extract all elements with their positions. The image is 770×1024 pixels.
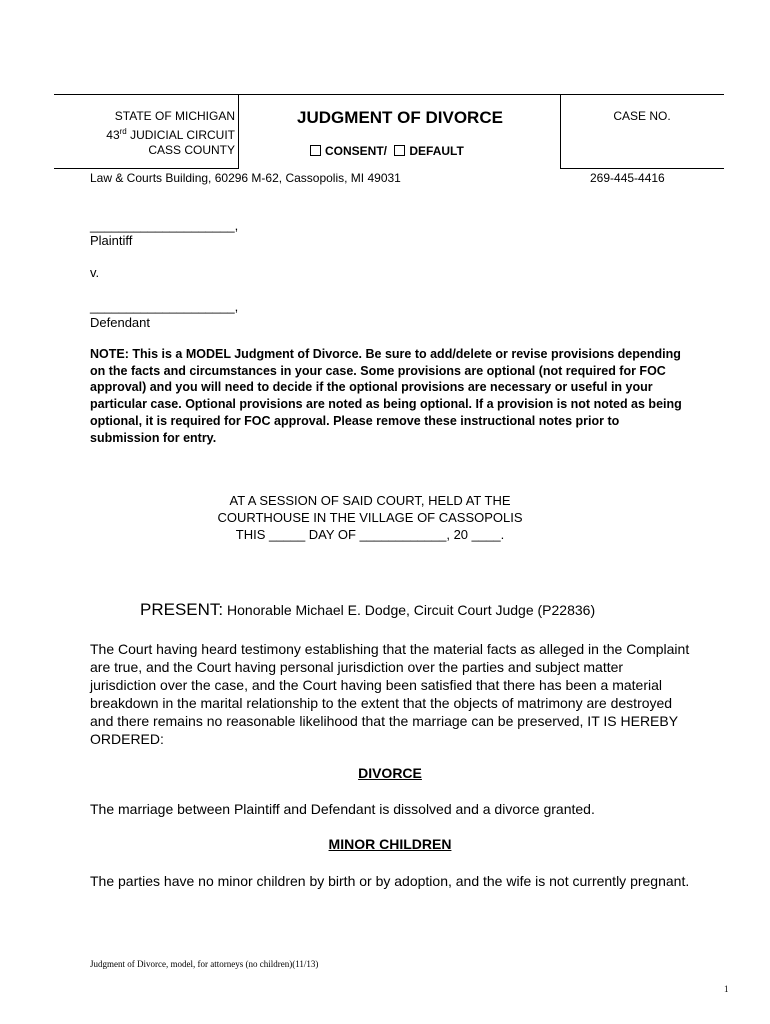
session-line-2: COURTHOUSE IN THE VILLAGE OF CASSOPOLIS	[217, 510, 523, 525]
court-address: Law & Courts Building, 60296 M-62, Cassopolis, MI 49031	[90, 171, 401, 185]
defendant-name-blank[interactable]: ____________________,	[90, 299, 239, 314]
footer-text: Judgment of Divorce, model, for attorneys (no children)(11/13)	[90, 959, 319, 969]
versus-label: v.	[90, 265, 100, 280]
findings-paragraph: The Court having heard testimony establishing that the material facts as alleged in the Complaint are true, and the Court having personal jurisdiction over the parties and subject matter jurisdiction over the case, and the Court having been satisfied that there has been a material breakdown in the marital relationship to the extent that the objects of matrimony are destroyed and there remains no reasonable likelihood that the marriage can be preserved, IT IS HEREBY ORDERED:	[90, 641, 690, 747]
instructional-note: NOTE: This is a MODEL Judgment of Divorce. Be sure to add/delete or revise provisions depending on the facts and circumstances in your case. Some provisions are optional (not required for FOC approval) and you will need to decide if the optional provisions are necessary or useful in your particular case. Optional provisions are noted as being optional. If a provision is not noted as being optional, it is required for FOC approval. Please remove these instructional notes prior to submission for entry.	[90, 347, 682, 445]
caption-divider-left	[238, 94, 239, 169]
present-label: PRESENT:	[140, 600, 224, 619]
minor-children-paragraph: The parties have no minor children by birth or by adoption, and the wife is not currently pregnant.	[90, 873, 690, 889]
circuit-number: 43	[106, 128, 120, 142]
consent-checkbox[interactable]	[310, 145, 321, 156]
case-number-label: CASE NO.	[613, 109, 671, 123]
divorce-heading: DIVORCE	[358, 765, 422, 781]
consent-label: CONSENT/	[325, 144, 388, 158]
default-checkbox[interactable]	[394, 145, 405, 156]
county-name: CASS COUNTY	[148, 143, 235, 157]
judgment-type-options	[310, 144, 464, 158]
circuit-name	[86, 124, 235, 143]
session-block	[170, 492, 570, 543]
caption-bottom-rule-right	[560, 168, 724, 169]
caption-top-rule	[54, 94, 724, 95]
circuit-superscript: rd	[119, 127, 127, 136]
default-label: DEFAULT	[409, 144, 464, 158]
present-line	[140, 600, 595, 620]
circuit-label: JUDICIAL CIRCUIT	[130, 128, 235, 142]
divorce-paragraph: The marriage between Plaintiff and Defendant is dissolved and a divorce granted.	[90, 801, 595, 817]
session-line-1: AT A SESSION OF SAID COURT, HELD AT THE	[229, 493, 511, 508]
caption-bottom-rule-left	[54, 168, 239, 169]
caption-divider-right	[560, 94, 561, 169]
plaintiff-name-blank[interactable]: ____________________,	[90, 218, 239, 233]
plaintiff-label: Plaintiff	[90, 233, 133, 248]
court-caption	[86, 109, 235, 158]
state-name: STATE OF MICHIGAN	[114, 109, 235, 123]
present-judge: Honorable Michael E. Dodge, Circuit Court Judge (P22836)	[227, 602, 596, 618]
minor-children-heading: MINOR CHILDREN	[328, 836, 452, 852]
court-phone: 269-445-4416	[590, 171, 665, 185]
page-number: 1	[724, 984, 729, 994]
session-line-3: THIS _____ DAY OF ____________, 20 ____.	[235, 527, 505, 542]
defendant-label: Defendant	[90, 315, 150, 330]
document-title: JUDGMENT OF DIVORCE	[297, 108, 503, 127]
